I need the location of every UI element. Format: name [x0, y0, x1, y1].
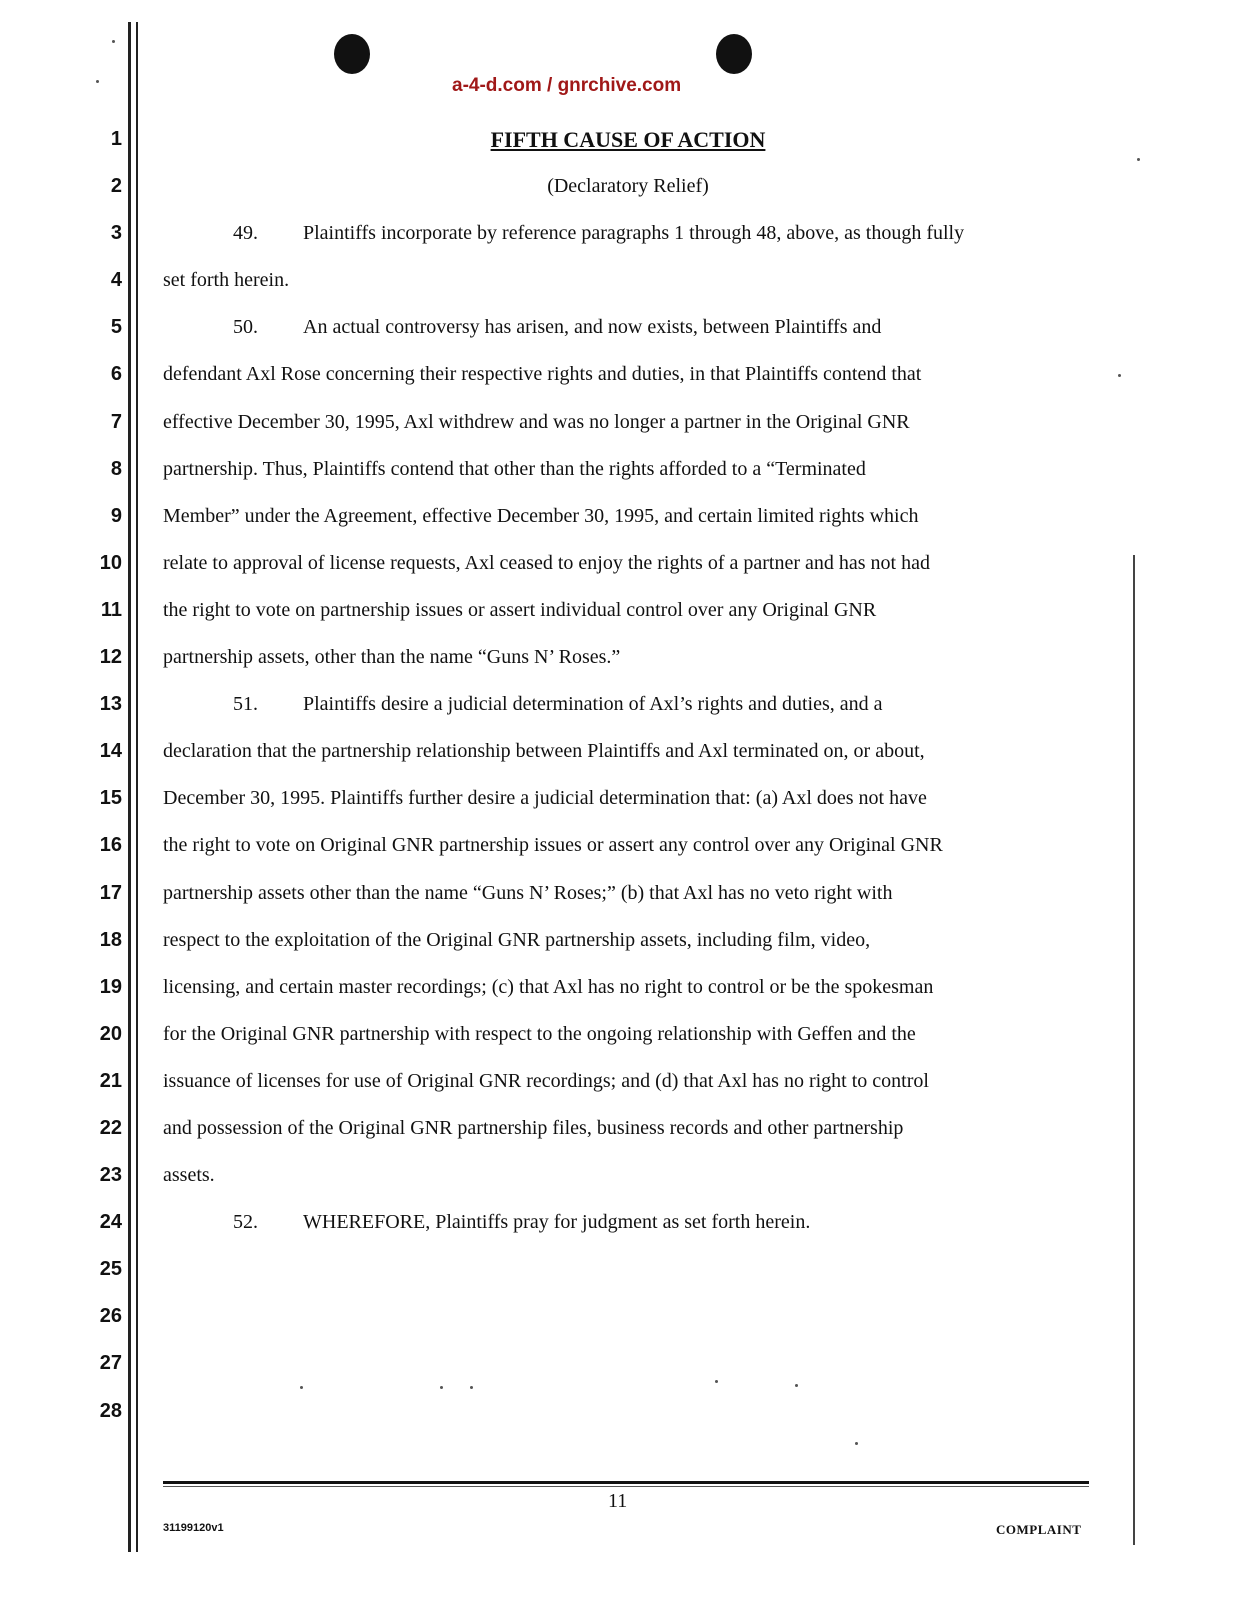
paragraph-number: 50. — [233, 316, 258, 339]
paragraph-text: Plaintiffs incorporate by reference paragraphs 1 through 48, above, as though fully — [303, 222, 965, 245]
document-id: 31199120v1 — [163, 1522, 224, 1534]
scan-speck — [112, 40, 115, 43]
section-subheading: (Declaratory Relief) — [547, 175, 709, 198]
line-number: 26 — [99, 1305, 122, 1328]
scan-speck — [795, 1384, 798, 1387]
scan-speck — [855, 1442, 858, 1445]
paragraph-line: defendant Axl Rose concerning their respective rights and duties, in that Plaintiffs contend that — [163, 363, 922, 386]
paragraph-number: 52. — [233, 1211, 258, 1234]
paragraph-line: and possession of the Original GNR partnership files, business records and other partnership — [163, 1116, 904, 1139]
paragraph-line: December 30, 1995. Plaintiffs further desire a judicial determination that: (a) Axl does not have — [163, 787, 927, 810]
punch-hole-left — [334, 34, 370, 74]
paragraph-line: the right to vote on partnership issues or assert individual control over any Original GNR — [163, 598, 877, 621]
paragraph-text: Plaintiffs desire a judicial determination of Axl’s rights and duties, and a — [303, 693, 883, 716]
paragraph-number: 51. — [233, 693, 258, 716]
paragraph-line: partnership assets, other than the name “Guns N’ Roses.” — [163, 646, 621, 669]
line-number: 15 — [99, 787, 122, 810]
footer-rule-thin — [163, 1486, 1089, 1487]
paragraph-52-first-line — [163, 1199, 1093, 1246]
left-margin-rule-inner — [136, 22, 138, 1552]
line-number: 3 — [110, 222, 122, 245]
section-heading-row — [163, 116, 1093, 163]
paragraph-line: partnership assets other than the name “Guns N’ Roses;” (b) that Axl has no veto right with — [163, 881, 893, 904]
paragraph-50-first-line — [163, 304, 1093, 351]
punch-hole-right — [716, 34, 752, 74]
paragraph-51-first-line — [163, 681, 1093, 728]
right-margin-rule — [1133, 555, 1135, 1545]
paragraph-line: for the Original GNR partnership with respect to the ongoing relationship with Geffen and the — [163, 1022, 916, 1045]
scan-speck — [96, 80, 99, 83]
line-number: 18 — [99, 928, 122, 951]
paragraph-line: set forth herein. — [163, 269, 290, 292]
line-number: 1 — [110, 128, 122, 150]
paragraph-line: Member” under the Agreement, effective December 30, 1995, and certain limited rights which — [163, 504, 919, 527]
scan-speck — [1118, 374, 1121, 377]
scan-speck — [1137, 158, 1140, 161]
scan-speck — [300, 1386, 303, 1389]
line-number: 28 — [99, 1399, 122, 1422]
line-number: 6 — [110, 363, 122, 386]
scan-speck — [715, 1380, 718, 1383]
paragraph-line: declaration that the partnership relationship between Plaintiffs and Axl terminated on, or about, — [163, 740, 925, 763]
line-number: 5 — [110, 316, 122, 339]
line-number-column — [84, 116, 122, 1435]
document-type: COMPLAINT — [996, 1522, 1082, 1537]
line-number: 19 — [99, 975, 122, 998]
line-number: 16 — [99, 834, 122, 857]
line-number: 27 — [99, 1352, 122, 1375]
page-number: 11 — [608, 1490, 628, 1512]
pleading-body — [163, 116, 1093, 1246]
line-number: 4 — [110, 269, 122, 292]
line-number: 22 — [99, 1116, 122, 1139]
line-number: 10 — [99, 551, 122, 574]
line-number: 24 — [99, 1211, 122, 1234]
footer-rule — [163, 1481, 1089, 1484]
scan-speck — [470, 1386, 473, 1389]
line-number: 25 — [99, 1258, 122, 1281]
paragraph-text: WHEREFORE, Plaintiffs pray for judgment as set forth herein. — [303, 1211, 811, 1234]
section-heading: FIFTH CAUSE OF ACTION — [490, 127, 766, 152]
left-margin-rule — [128, 22, 131, 1552]
line-number: 8 — [110, 457, 122, 480]
scan-speck — [440, 1386, 443, 1389]
line-number: 20 — [99, 1022, 122, 1045]
paragraph-line: licensing, and certain master recordings; (c) that Axl has no right to control or be the spokesman — [163, 975, 934, 998]
line-number: 17 — [99, 881, 122, 904]
line-number: 2 — [110, 175, 122, 198]
line-number: 12 — [99, 646, 122, 669]
paragraph-line: issuance of licenses for use of Original GNR recordings; and (d) that Axl has no right to control — [163, 1069, 929, 1092]
line-number: 9 — [110, 504, 122, 527]
paragraph-line: the right to vote on Original GNR partnership issues or assert any control over any Original GNR — [163, 834, 943, 857]
line-number: 21 — [99, 1069, 122, 1092]
line-number: 23 — [99, 1164, 122, 1187]
paragraph-line: respect to the exploitation of the Original GNR partnership assets, including film, video, — [163, 928, 871, 951]
watermark: a-4-d.com / gnrchive.com — [452, 75, 682, 96]
line-number: 7 — [110, 410, 122, 433]
line-number: 14 — [99, 740, 122, 763]
paragraph-line: effective December 30, 1995, Axl withdrew and was no longer a partner in the Original GNR — [163, 410, 910, 433]
paragraph-line: assets. — [163, 1164, 215, 1187]
line-number: 13 — [99, 693, 122, 716]
line-number: 11 — [100, 598, 122, 621]
paragraph-49-first-line — [163, 210, 1093, 257]
paragraph-text: An actual controversy has arisen, and now exists, between Plaintiffs and — [303, 316, 882, 339]
paragraph-number: 49. — [233, 222, 258, 245]
paragraph-line: partnership. Thus, Plaintiffs contend that other than the rights afforded to a “Terminated — [163, 457, 866, 480]
paragraph-line: relate to approval of license requests, Axl ceased to enjoy the rights of a partner and has not had — [163, 551, 930, 574]
